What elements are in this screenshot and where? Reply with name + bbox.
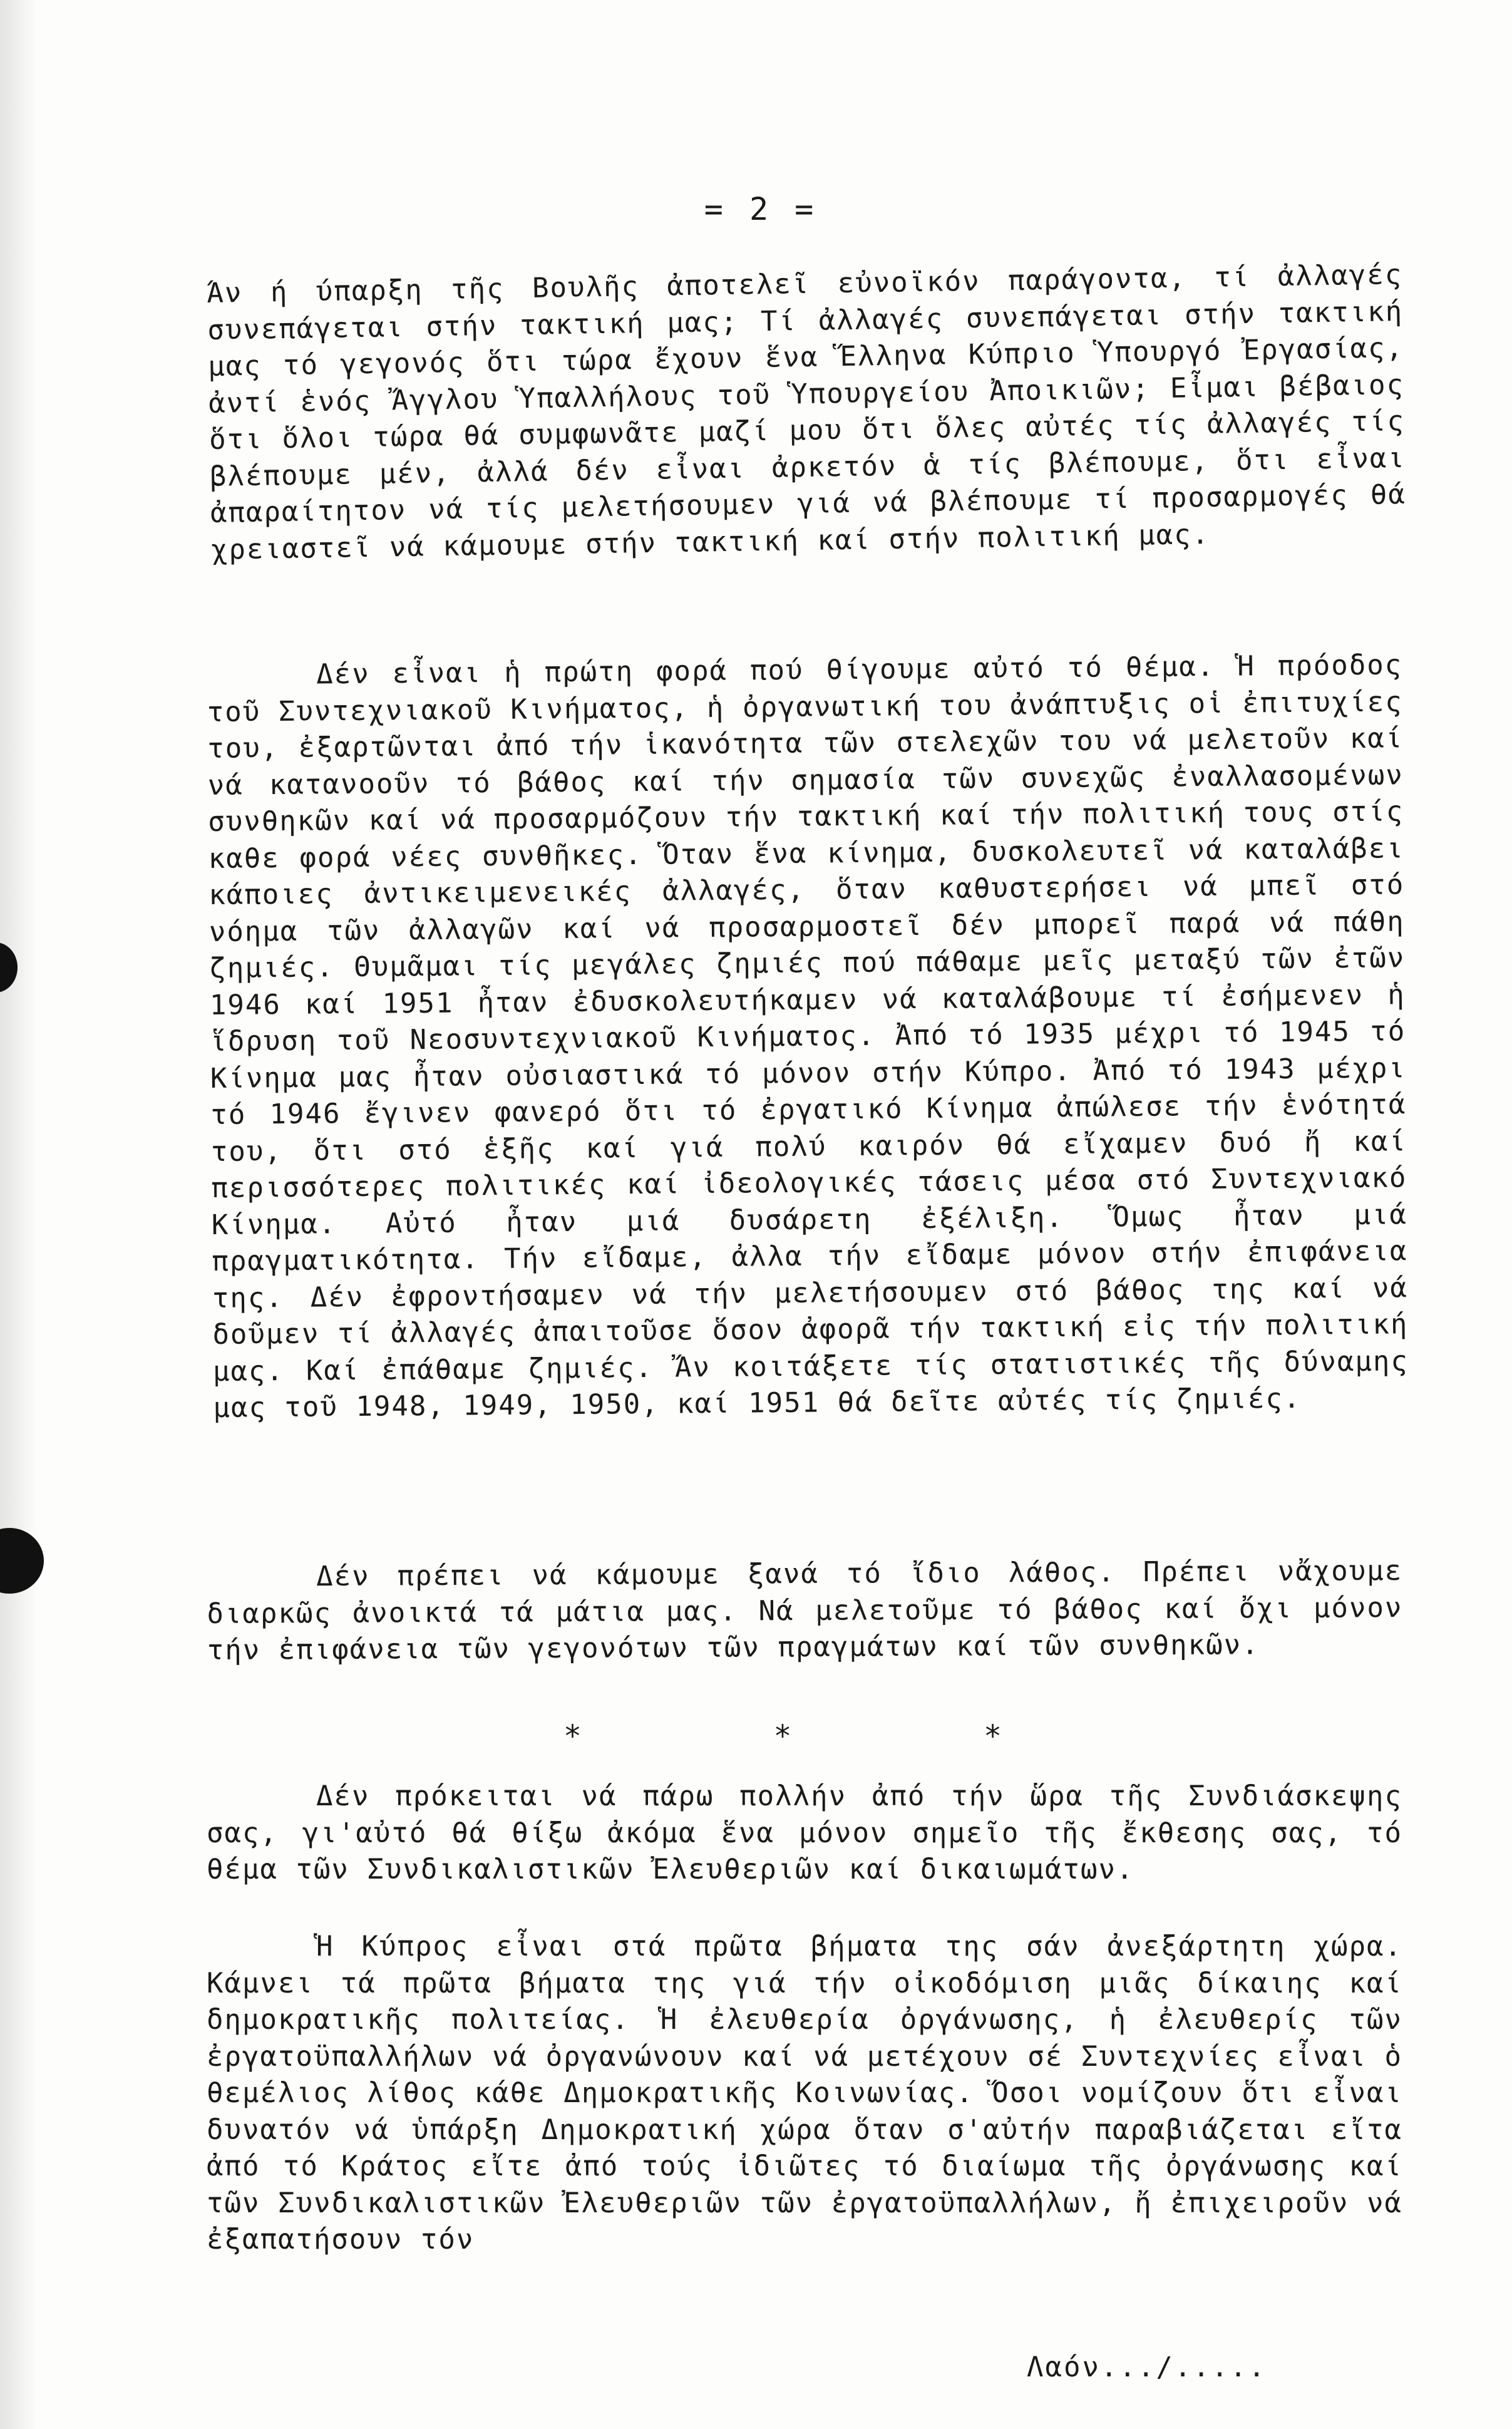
- separator-star-3: *: [984, 1719, 1002, 1754]
- paragraph-4: [207, 1778, 1402, 1889]
- paragraph-3: [207, 1553, 1403, 1669]
- section-separator: [563, 1719, 1002, 1754]
- continuation-marker: Λαόν.../.....: [1027, 2351, 1267, 2383]
- paragraph-1: [207, 257, 1407, 569]
- page-number: = 2 =: [704, 191, 818, 227]
- paragraph-5-text: Ἡ Κύπρος εἶναι στά πρῶτα βήματα της σάν ἀνεξάρτητη χώρα. Κάμνει τά πρῶτα βήματα της γιά τήν οἰκοδόμιση μιᾶς δίκαιης καί δημοκρατικῆς πολιτείας. Ἡ ἐλευθερία ὀργάνωσης, ἡ ἐλευθερίς τῶν ἐργατοϋπαλλήλων νά ὀργανώνουν καί νά μετέχουν σέ Συντεχνίες εἶναι ὁ θεμέλιος λίθος κάθε Δημοκρατικῆς Κοινωνίας. Ὅσοι νομίζουν ὅτι εἶναι δυνατόν νά ὑπάρξη Δημοκρατική χώρα ὅταν σ'αὐτήν παραβιάζεται εἴτα ἀπό τό Κράτος εἴτε ἀπό τούς ἰδιῶτες τό διαίωμα τῆς ὀργάνωσης καί τῶν Συνδικαλιστικῶν Ἐλευθεριῶν τῶν ἐργατοϋπαλλήλων, ἤ ἐπιχειροῦν νά ἐξαπατήσουν τόν: [207, 1931, 1402, 2256]
- separator-star-2: *: [773, 1719, 792, 1754]
- paragraph-1-text: Άν ή ύπαρξη τῆς Βουλῆς ἀποτελεῖ εὐνοϊκόν παράγοντα, τί ἀλλαγές συνεπάγεται στήν τακτική μας; Τί ἀλλαγές συνεπάγεται στήν τακτική μας τό γεγονός ὅτι τώρα ἔχουν ἕνα Ἕλληνα Κύπριο Ὑπουργό Ἐργασίας, ἀντί ἑνός Ἄγγλου Ὑπαλλήλους τοῦ Ὑπουργείου Ἀποικιῶν; Εἶμαι βέβαιος ὅτι ὅλοι τώρα θά συμφωνᾶτε μαζί μου ὅτι ὅλες αὐτές τίς ἀλλαγές τίς βλέπουμε μέν, ἀλλά δέν εἶναι ἀρκετόν ἁ τίς βλέπουμε, ὅτι εἶναι ἀπαραίτητον νά τίς μελετήσουμεν γιά νά βλέπουμε τί προσαρμογές θά χρειαστεῖ νά κάμουμε στήν τακτική καί στήν πολιτική μας.: [207, 258, 1407, 566]
- paragraph-4-text: Δέν πρόκειται νά πάρω πολλήν ἀπό τήν ὥρα τῆς Συνδιάσκεψης σας, γι'αὐτό θά θίξω ἀκόμα ἕνα μόνον σημεῖο τῆς ἔκθεσης σας, τό θέμα τῶν Συνδικαλιστικῶν Ἐλευθεριῶν καί δικαιωμάτων.: [207, 1780, 1402, 1885]
- paragraph-2-text: Δέν εἶναι ἡ πρώτη φορά πού θίγουμε αὐτό τό θέμα. Ἡ πρόοδος τοῦ Συντεχνιακοῦ Κινήματος, ἡ ὀργανωτική του ἀνάπτυξις οἱ ἐπιτυχίες του, ἐξαρτῶνται ἀπό τήν ἱκανότητα τῶν στελεχῶν του νά μελετοῦν καί νά κατανοοῦν τό βάθος καί τήν σημασία τῶν συνεχῶς ἐναλλασομένων συνθηκῶν καί νά προσαρμόζουν τήν τακτική καί τήν πολιτική τους στίς καθε φορά νέες συνθῆκες. Ὅταν ἕνα κίνημα, δυσκολευτεῖ νά καταλάβει κάποιες ἀντικειμενεικές ἀλλαγές, ὅταν καθυστερήσει νά μπεῖ στό νόημα τῶν ἀλλαγῶν καί νά προσαρμοστεῖ δέν μπορεῖ παρά νά πάθη ζημιές. Θυμᾶμαι τίς μεγάλες ζημιές πού πάθαμε μεῖς μεταξύ τῶν ἐτῶν 1946 καί 1951 ἦταν ἐδυσκολευτήκαμεν νά καταλάβουμε τί ἐσήμενεν ἡ ἵδρυση τοῦ Νεοσυντεχνιακοῦ Κινήματος. Ἀπό τό 1935 μέχρι τό 1945 τό Κίνημα μας ἦταν οὐσιαστικά τό μόνον στήν Κύπρο. Ἀπό τό 1943 μέχρι τό 1946 ἔγινεν φανερό ὅτι τό ἐργατικό Κίνημα ἀπώλεσε τήν ἑνότητά του, ὅτι στό ἑξῆς καί γιά πολύ καιρόν θά εἴχαμεν δυό ἤ καί περισσότερες πολιτικές καί ἰδεολογικές τάσεις μέσα στό Συντεχνιακό Κίνημα. Αὐτό ἦταν μιά δυσάρετη ἐξέλιξη. Ὅμως ἦταν μιά πραγματικότητα. Τήν εἴδαμε, ἀλλα τήν εἴδαμε μόνον στήν ἐπιφάνεια της. Δέν ἐφροντήσαμεν νά τήν μελετήσουμεν στό βάθος της καί νά δοῦμεν τί ἀλλαγές ἀπαιτοῦσε ὅσον ἀφορᾶ τήν τακτική εἰς τήν πολιτική μας. Καί ἐπάθαμε ζημιές. Ἄν κοιτάξετε τίς στατιστικές τῆς δύναμης μας τοῦ 1948, 1949, 1950, καί 1951 θά δεῖτε αὐτές τίς ζημιές.: [207, 649, 1409, 1424]
- paragraph-3-text: Δέν πρέπει νά κάμουμε ξανά τό ἴδιο λάθος. Πρέπει νἄχουμε διαρκῶς ἀνοικτά τά μάτια μας. Νά μελετοῦμε τό βάθος καί ὄχι μόνον τήν ἐπιφάνεια τῶν γεγονότων τῶν πραγμάτων καί τῶν συνθηκῶν.: [207, 1554, 1403, 1666]
- separator-star-1: *: [563, 1719, 582, 1754]
- scan-edge-shadow: [0, 0, 38, 2429]
- paragraph-2: [207, 647, 1409, 1426]
- paragraph-5: [207, 1929, 1402, 2259]
